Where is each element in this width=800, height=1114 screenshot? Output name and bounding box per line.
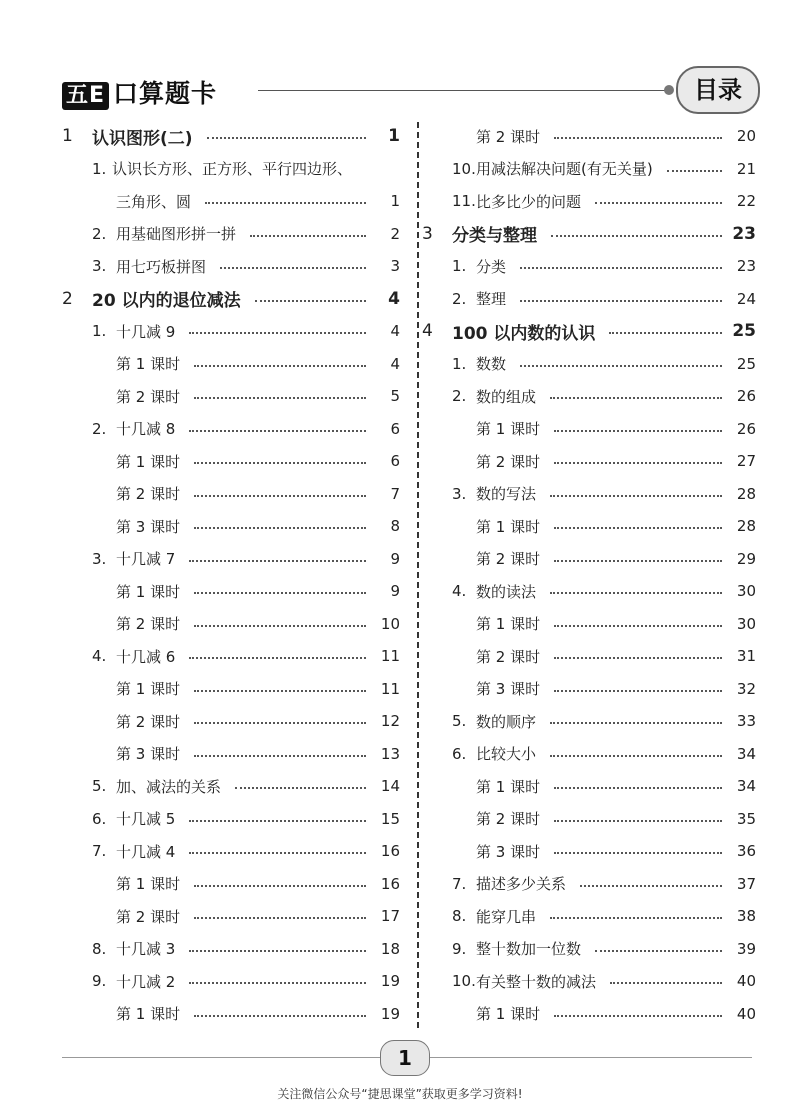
toc-entry-page: 27 [736, 452, 756, 471]
toc-entry-page: 29 [736, 549, 756, 568]
toc-entry-title: 有关整十数的减法 [476, 972, 597, 991]
toc-entry[interactable] [62, 965, 400, 998]
toc-dot-leader [554, 560, 722, 562]
toc-entry-title: 第 1 课时 [116, 355, 181, 374]
toc-entry-number: 1. [92, 159, 107, 178]
toc-entry-page: 4 [388, 288, 400, 309]
toc-right-column [422, 120, 756, 1030]
toc-entry-number: 1 [62, 126, 73, 147]
toc-entry-title: 100 以内数的认识 [452, 323, 596, 344]
toc-entry-title: 第 2 课时 [116, 712, 181, 731]
toc-entry-number: 2. [92, 224, 107, 243]
toc-dot-leader [610, 982, 722, 984]
toc-entry-title: 十几减 8 [116, 420, 176, 439]
toc-entry-title: 第 1 课时 [116, 680, 181, 699]
toc-dot-leader [194, 885, 366, 887]
toc-entry[interactable] [422, 933, 756, 966]
brand-title-text: 口算题卡 [113, 79, 218, 108]
toc-dot-leader [550, 722, 722, 724]
toc-dot-leader [595, 202, 722, 204]
toc-entry-title: 比较大小 [476, 745, 537, 764]
toc-dot-leader [667, 170, 722, 172]
toc-dot-leader [550, 495, 722, 497]
toc-entry[interactable] [422, 153, 756, 186]
toc-entry-page: 34 [736, 777, 756, 796]
toc-entry-page: 12 [380, 712, 400, 731]
toc-entry-title: 第 3 课时 [476, 842, 541, 861]
toc-entry-page: 11 [380, 679, 400, 698]
toc-entry-page: 7 [390, 484, 400, 503]
page-number-badge: 1 [380, 1040, 430, 1076]
toc-entry-title: 分类 [476, 257, 507, 276]
toc-entry-page: 5 [390, 387, 400, 406]
toc-dot-leader [194, 592, 366, 594]
toc-entry[interactable] [422, 413, 756, 446]
toc-entry-title: 十几减 5 [116, 810, 176, 829]
toc-entry-page: 19 [380, 972, 400, 991]
toc-entry[interactable] [422, 868, 756, 901]
toc-dot-leader [550, 917, 722, 919]
toc-entry-page: 34 [736, 744, 756, 763]
toc-entry-page: 40 [736, 972, 756, 991]
toc-entry-page: 6 [390, 419, 400, 438]
toc-entry[interactable] [62, 835, 400, 868]
toc-dot-leader [554, 462, 722, 464]
toc-entry-number: 2. [452, 387, 467, 406]
toc-dot-leader [550, 397, 722, 399]
toc-entry-page: 4 [390, 322, 400, 341]
toc-entry-title: 数的组成 [476, 387, 537, 406]
toc-entry-page: 33 [736, 712, 756, 731]
toc-entry-title: 能穿几串 [476, 907, 537, 926]
toc-entry-title: 整十数加一位数 [476, 940, 582, 959]
toc-entry-title: 第 2 课时 [476, 127, 541, 146]
toc-dot-leader [554, 852, 722, 854]
brand-title [62, 74, 217, 110]
toc-entry-number: 1. [92, 322, 107, 341]
toc-entry-page: 38 [736, 907, 756, 926]
toc-entry-title: 数数 [476, 355, 507, 374]
toc-entry[interactable] [422, 185, 756, 218]
toc-entry[interactable] [62, 478, 400, 511]
toc-entry-title: 十几减 2 [116, 972, 176, 991]
toc-entry-page: 36 [736, 842, 756, 861]
toc-entry-title: 用减法解决问题(有无关量) [476, 160, 653, 179]
toc-entry-number: 4 [422, 321, 433, 342]
toc-entry-title: 20 以内的退位减法 [92, 291, 241, 312]
toc-entry-page: 23 [736, 257, 756, 276]
toc-entry-page: 19 [380, 1004, 400, 1023]
toc-entry-number: 7. [92, 842, 107, 861]
toc-entry-number: 8. [452, 907, 467, 926]
toc-entry[interactable] [62, 575, 400, 608]
toc-entry-number: 9. [92, 972, 107, 991]
toc-entry-title: 十几减 3 [116, 940, 176, 959]
toc-entry-page: 9 [390, 582, 400, 601]
toc-dot-leader [194, 527, 366, 529]
toc-entry-number: 3. [92, 257, 107, 276]
toc-entry-page: 16 [380, 842, 400, 861]
toc-entry-title: 第 1 课时 [476, 615, 541, 634]
toc-entry[interactable] [422, 770, 756, 803]
toc-entry-title: 第 2 课时 [116, 387, 181, 406]
toc-entry[interactable] [62, 153, 400, 186]
toc-entry-number: 2. [92, 419, 107, 438]
toc-entry-number: 4. [92, 647, 107, 666]
toc-entry-title: 加、减法的关系 [116, 777, 222, 796]
toc-entry-number: 9. [452, 939, 467, 958]
toc-entry-title: 数的写法 [476, 485, 537, 504]
toc-entry[interactable] [62, 315, 400, 348]
toc-entry[interactable] [422, 283, 756, 316]
toc-entry-title: 用基础图形拼一拼 [116, 225, 237, 244]
toc-dot-leader [189, 852, 366, 854]
toc-dot-leader [189, 982, 366, 984]
toc-entry-page: 30 [736, 614, 756, 633]
toc-dot-leader [194, 495, 366, 497]
toc-entry-title: 认识图形(二) [92, 128, 193, 149]
page-header [0, 0, 800, 120]
toc-entry[interactable] [62, 348, 400, 381]
toc-entry-title: 第 1 课时 [116, 1005, 181, 1024]
toc-dot-leader [194, 625, 366, 627]
toc-dot-leader [189, 560, 366, 562]
toc-dot-leader [554, 787, 722, 789]
toc-entry[interactable] [62, 868, 400, 901]
section-title-badge: 目录 [676, 66, 760, 114]
brand-logo: 五E [62, 82, 109, 110]
toc-entry-page: 37 [736, 874, 756, 893]
toc-dot-leader [595, 950, 722, 952]
toc-entry-title: 第 2 课时 [476, 452, 541, 471]
toc-entry-page: 1 [388, 126, 400, 147]
toc-entry-page: 11 [380, 647, 400, 666]
toc-entry-number: 6. [92, 809, 107, 828]
toc-entry-title: 第 3 课时 [116, 517, 181, 536]
toc-entry[interactable] [422, 510, 756, 543]
toc-entry[interactable] [422, 543, 756, 576]
toc-entry[interactable] [422, 835, 756, 868]
toc-entry-title: 认识长方形、正方形、平行四边形、 [111, 160, 352, 179]
toc-entry[interactable] [422, 315, 756, 348]
toc-dot-leader [194, 722, 366, 724]
toc-entry-page: 8 [390, 517, 400, 536]
toc-entry-number: 6. [452, 744, 467, 763]
toc-entry-page: 32 [736, 679, 756, 698]
toc-dot-leader [194, 365, 366, 367]
toc-entry-page: 26 [736, 419, 756, 438]
toc-left-column [62, 120, 400, 1030]
toc-dot-leader [554, 527, 722, 529]
toc-dot-leader [554, 430, 722, 432]
toc-entry[interactable] [422, 478, 756, 511]
toc-entry-title: 第 2 课时 [116, 485, 181, 504]
toc-entry-number: 11. [452, 192, 476, 211]
toc-entry-page: 10 [380, 614, 400, 633]
toc-entry-page: 25 [736, 354, 756, 373]
toc-entry[interactable] [422, 250, 756, 283]
toc-entry-page: 17 [380, 907, 400, 926]
header-rule [258, 90, 668, 91]
toc-dot-leader [554, 625, 722, 627]
toc-entry-title: 十几减 9 [116, 322, 176, 341]
toc-entry[interactable] [422, 218, 756, 251]
toc-entry-title: 用七巧板拼图 [116, 257, 207, 276]
toc-entry-title: 第 2 课时 [476, 550, 541, 569]
toc-entry[interactable] [422, 348, 756, 381]
toc-dot-leader [205, 202, 366, 204]
toc-dot-leader [189, 657, 366, 659]
toc-dot-leader [554, 690, 722, 692]
toc-entry-number: 7. [452, 874, 467, 893]
toc-entry-page: 14 [380, 777, 400, 796]
toc-entry-number: 1. [452, 354, 467, 373]
toc-entry[interactable] [422, 803, 756, 836]
toc-dot-leader [194, 690, 366, 692]
toc-entry-title: 第 1 课时 [476, 517, 541, 536]
toc-dot-leader [235, 787, 366, 789]
toc-dot-leader [520, 267, 722, 269]
toc-dot-leader [250, 235, 366, 237]
toc-entry[interactable] [422, 640, 756, 673]
toc-entry[interactable] [62, 283, 400, 316]
toc-entry-page: 40 [736, 1004, 756, 1023]
toc-entry-title: 第 1 课时 [116, 875, 181, 894]
toc-dot-leader [554, 1015, 722, 1017]
toc-entry-number: 5. [452, 712, 467, 731]
toc-entry-page: 35 [736, 809, 756, 828]
toc-entry-page: 31 [736, 647, 756, 666]
toc-entry[interactable] [62, 608, 400, 641]
toc-entry[interactable] [62, 640, 400, 673]
toc-entry-title: 第 2 课时 [476, 810, 541, 829]
toc-entry[interactable] [62, 380, 400, 413]
toc-entry[interactable] [422, 575, 756, 608]
toc-entry-page: 3 [390, 257, 400, 276]
toc-entry-page: 26 [736, 387, 756, 406]
toc-dot-leader [194, 397, 366, 399]
toc-entry-title: 三角形、圆 [116, 192, 192, 211]
toc-dot-leader [194, 462, 366, 464]
toc-entry-title: 第 2 课时 [476, 647, 541, 666]
toc-entry-page: 20 [736, 127, 756, 146]
toc-entry-title: 十几减 4 [116, 842, 176, 861]
toc-entry-page: 13 [380, 744, 400, 763]
toc-entry-page: 28 [736, 517, 756, 536]
toc-entry-number: 3. [92, 549, 107, 568]
toc-entry-number: 1. [452, 257, 467, 276]
toc-entry-page: 15 [380, 809, 400, 828]
toc-entry[interactable] [62, 673, 400, 706]
toc-entry-title: 第 1 课时 [476, 420, 541, 439]
toc-dot-leader [255, 300, 366, 302]
toc-entry-page: 18 [380, 939, 400, 958]
toc-entry-number: 10. [452, 159, 476, 178]
toc-entry[interactable] [62, 705, 400, 738]
toc-entry-number: 2 [62, 288, 73, 309]
toc-entry[interactable] [422, 900, 756, 933]
toc-entry-page: 1 [390, 192, 400, 211]
toc-dot-leader [189, 332, 366, 334]
toc-dot-leader [520, 365, 722, 367]
toc-entry[interactable] [62, 998, 400, 1031]
toc-entry[interactable] [62, 510, 400, 543]
toc-dot-leader [220, 267, 366, 269]
toc-entry-title: 第 1 课时 [476, 1005, 541, 1024]
toc-entry-title: 第 1 课时 [116, 452, 181, 471]
toc-entry[interactable] [62, 738, 400, 771]
toc-entry[interactable] [422, 705, 756, 738]
toc-dot-leader [554, 820, 722, 822]
toc-dot-leader [550, 755, 722, 757]
toc-entry-title: 第 2 课时 [116, 615, 181, 634]
toc-entry-page: 30 [736, 582, 756, 601]
toc-entry[interactable] [62, 413, 400, 446]
toc-entry-title: 十几减 7 [116, 550, 176, 569]
toc-entry[interactable] [422, 120, 756, 153]
toc-entry-title: 第 3 课时 [476, 680, 541, 699]
toc-entry[interactable] [422, 998, 756, 1031]
toc-entry[interactable] [62, 120, 400, 153]
toc-entry-number: 2. [452, 289, 467, 308]
toc-dot-leader [189, 950, 366, 952]
toc-entry-page: 23 [732, 223, 756, 244]
toc-entry[interactable] [422, 965, 756, 998]
toc-dot-leader [520, 300, 722, 302]
column-divider [417, 122, 419, 1028]
toc-dot-leader [609, 332, 722, 334]
toc-entry-title: 描述多少关系 [476, 875, 567, 894]
toc-entry-page: 2 [390, 224, 400, 243]
toc-entry[interactable] [422, 380, 756, 413]
toc-entry-number: 3 [422, 223, 433, 244]
toc-entry-number: 3. [452, 484, 467, 503]
toc-entry-page: 24 [736, 289, 756, 308]
toc-entry-number: 8. [92, 939, 107, 958]
footer-notice: 关注微信公众号“捷思课堂”获取更多学习资料! [277, 1087, 523, 1101]
toc-entry-page: 16 [380, 874, 400, 893]
toc-entry-title: 第 1 课时 [476, 777, 541, 796]
toc-entry-title: 比多比少的问题 [476, 192, 582, 211]
toc-entry[interactable] [422, 673, 756, 706]
toc-entry[interactable] [62, 770, 400, 803]
toc-entry-number: 5. [92, 777, 107, 796]
toc-dot-leader [554, 657, 722, 659]
toc-dot-leader [551, 235, 722, 237]
toc-entry[interactable] [422, 445, 756, 478]
toc-dot-leader [189, 820, 366, 822]
header-rule-dot [664, 85, 674, 95]
toc-dot-leader [207, 137, 366, 139]
toc-entry-title: 整理 [476, 290, 507, 309]
toc-entry-page: 4 [390, 354, 400, 373]
toc-entry-page: 25 [732, 321, 756, 342]
toc-entry-title: 第 1 课时 [116, 582, 181, 601]
toc-entry[interactable] [422, 608, 756, 641]
toc-entry-number: 10. [452, 972, 476, 991]
toc-entry[interactable] [62, 803, 400, 836]
toc-entry[interactable] [62, 445, 400, 478]
toc-entry[interactable] [62, 185, 400, 218]
toc-entry-title: 第 2 课时 [116, 907, 181, 926]
toc-dot-leader [194, 1015, 366, 1017]
toc-entry-page: 21 [736, 159, 756, 178]
toc-entry-page: 22 [736, 192, 756, 211]
toc-dot-leader [189, 430, 366, 432]
toc-entry[interactable] [62, 218, 400, 251]
toc-entry-title: 十几减 6 [116, 647, 176, 666]
toc-entry-title: 数的顺序 [476, 712, 537, 731]
toc-entry-title: 分类与整理 [452, 226, 537, 247]
toc-entry[interactable] [62, 250, 400, 283]
toc-dot-leader [580, 885, 722, 887]
toc-entry-title: 第 3 课时 [116, 745, 181, 764]
toc-entry[interactable] [62, 900, 400, 933]
toc-entry-number: 4. [452, 582, 467, 601]
toc-entry-title: 数的读法 [476, 582, 537, 601]
toc-dot-leader [194, 917, 366, 919]
toc-entry-page: 28 [736, 484, 756, 503]
toc-entry-page: 9 [390, 549, 400, 568]
toc-dot-leader [194, 755, 366, 757]
toc-dot-leader [554, 137, 722, 139]
toc-entry[interactable] [62, 543, 400, 576]
toc-entry-page: 6 [390, 452, 400, 471]
toc-entry-page: 39 [736, 939, 756, 958]
toc-entry[interactable] [422, 738, 756, 771]
toc-dot-leader [550, 592, 722, 594]
toc-entry[interactable] [62, 933, 400, 966]
